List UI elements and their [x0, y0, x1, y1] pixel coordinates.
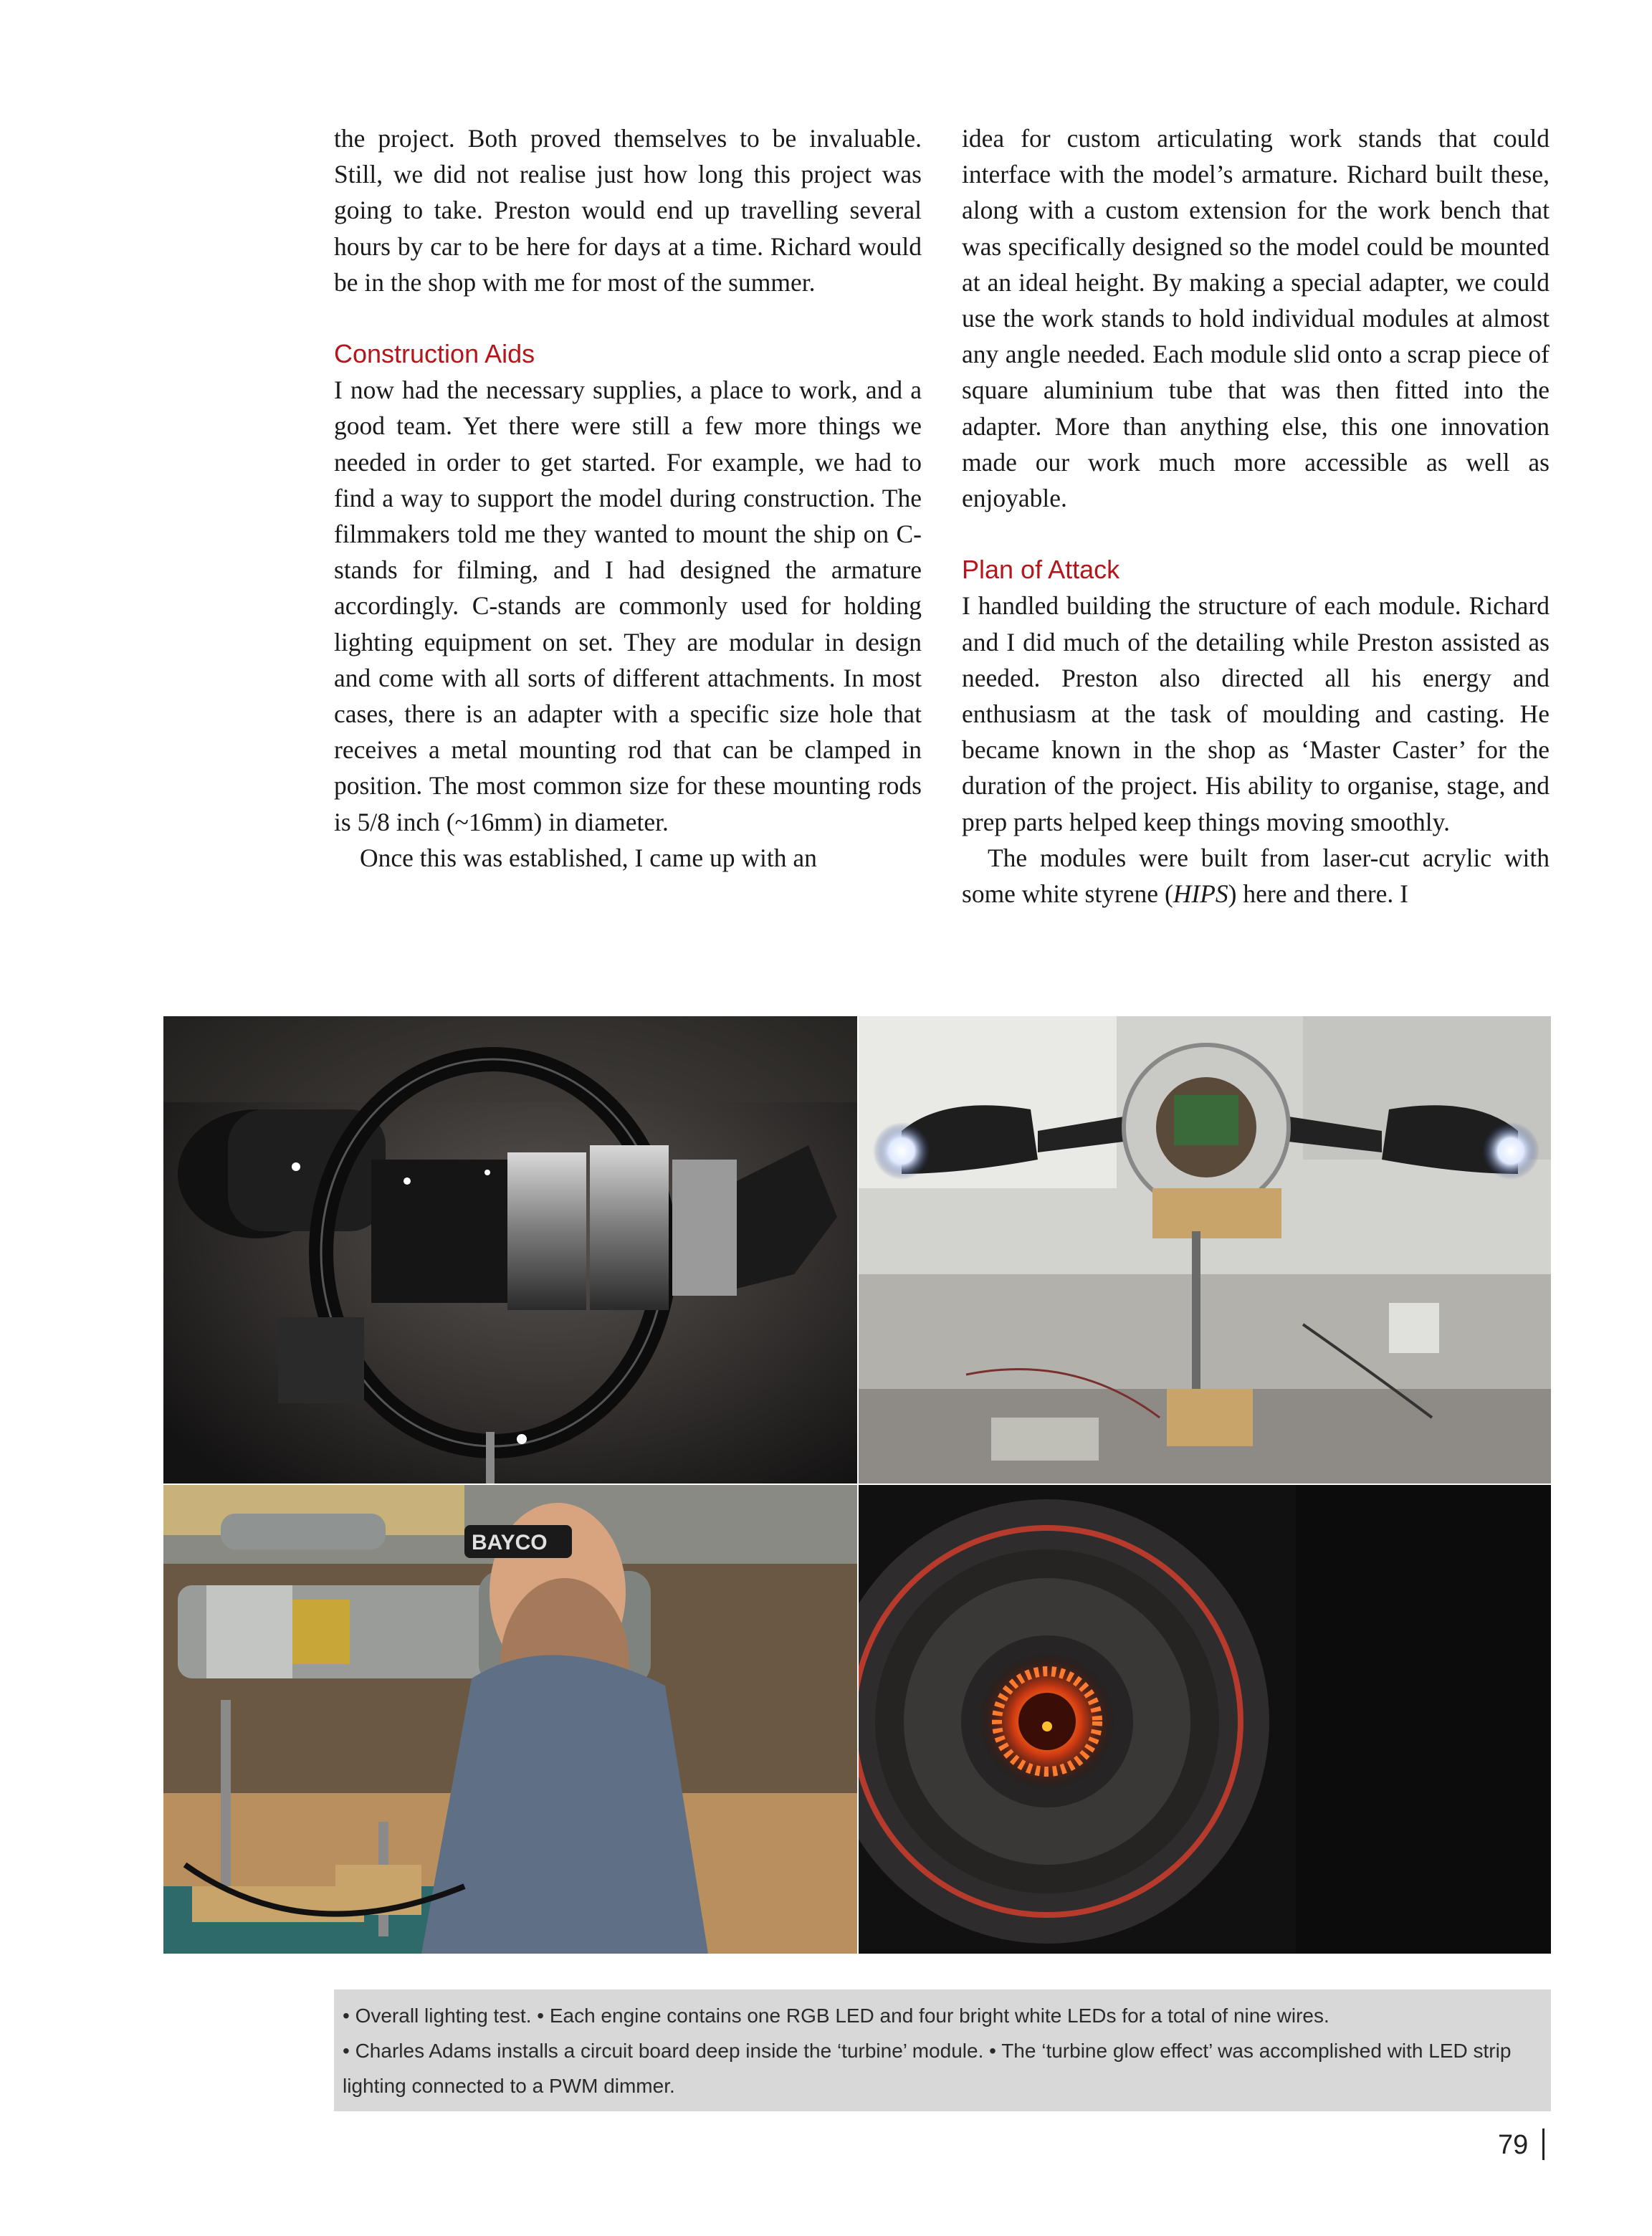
paragraph: idea for custom articulating work stands that could interface with the model’s armature. Richard built these, along with a custom extension for the work bench that was specifically designed so the model could be mounted at an ideal height. By making a special adapter, we could use the work stands to hold individual modules at almost any angle needed. Each module slid onto a scrap piece of square aluminium tube that was then fitted into the adapter. More than anything else, this one innovation made our work much more accessible as well as enjoyable.	[962, 124, 1550, 513]
caption-line: • Charles Adams installs a circuit board deep inside the ‘turbine’ module. • The ‘turbine glow effect’ was accomplished with LED strip lighting connected to a PWM dimmer.	[343, 2040, 1512, 2097]
photo-turbine-glow	[859, 1485, 1551, 1954]
photo-caption	[334, 1989, 1551, 2111]
paragraph: the project. Both proved themselves to be invaluable. Still, we did not realise just how long this project was going to take. Preston would end up travelling several hours by car to be here for days at a time. Richard would be in the shop with me for most of the summer.	[334, 124, 922, 297]
paragraph: I now had the necessary supplies, a place to work, and a good team. Yet there were still a few more things we needed in order to get started. For example, we had to find a way to support the model during construction. The filmmakers told me they wanted to mount the ship on C-stands for filming, and I had designed the armature accordingly. C-stands are commonly used for holding lighting equipment on set. They are modular in design and come with all sorts of different attachments. In most cases, there is an adapter with a specific size hole that receives a metal mounting rod that can be clamped in position. The most common size for these mounting rods is 5/8 inch (~16mm) in diameter.	[334, 376, 922, 836]
paragraph: The modules were built from laser-cut acrylic with some white styrene (HIPS) here and there. I	[962, 843, 1550, 909]
paragraph: I handled building the structure of each module. Richard and I did much of the detailing while Preston assisted as needed. Preston also directed all his energy and enthusiasm at the task of moulding and casting. He became known in the shop as ‘Master Caster’ for the duration of the project. His ability to organise, stage, and prep parts helped keep things moving smoothly.	[962, 591, 1550, 836]
left-column	[334, 120, 922, 876]
photo-charles-adams-installing	[163, 1485, 857, 1954]
section-heading-plan-of-attack: Plan of Attack	[962, 555, 1120, 585]
photo-engine-leds	[859, 1016, 1551, 1484]
right-column	[962, 120, 1550, 912]
headlamp-label: BAYCO	[472, 1531, 548, 1554]
page-number-divider	[1542, 2128, 1544, 2160]
photo-lighting-test	[163, 1016, 857, 1484]
page-number: 79	[1498, 2130, 1529, 2160]
paragraph: Once this was established, I came up with an	[360, 843, 817, 872]
caption-line: • Overall lighting test. • Each engine contains one RGB LED and four bright white LEDs for a total of nine wires.	[343, 2005, 1329, 2027]
section-heading-construction-aids: Construction Aids	[334, 339, 535, 369]
